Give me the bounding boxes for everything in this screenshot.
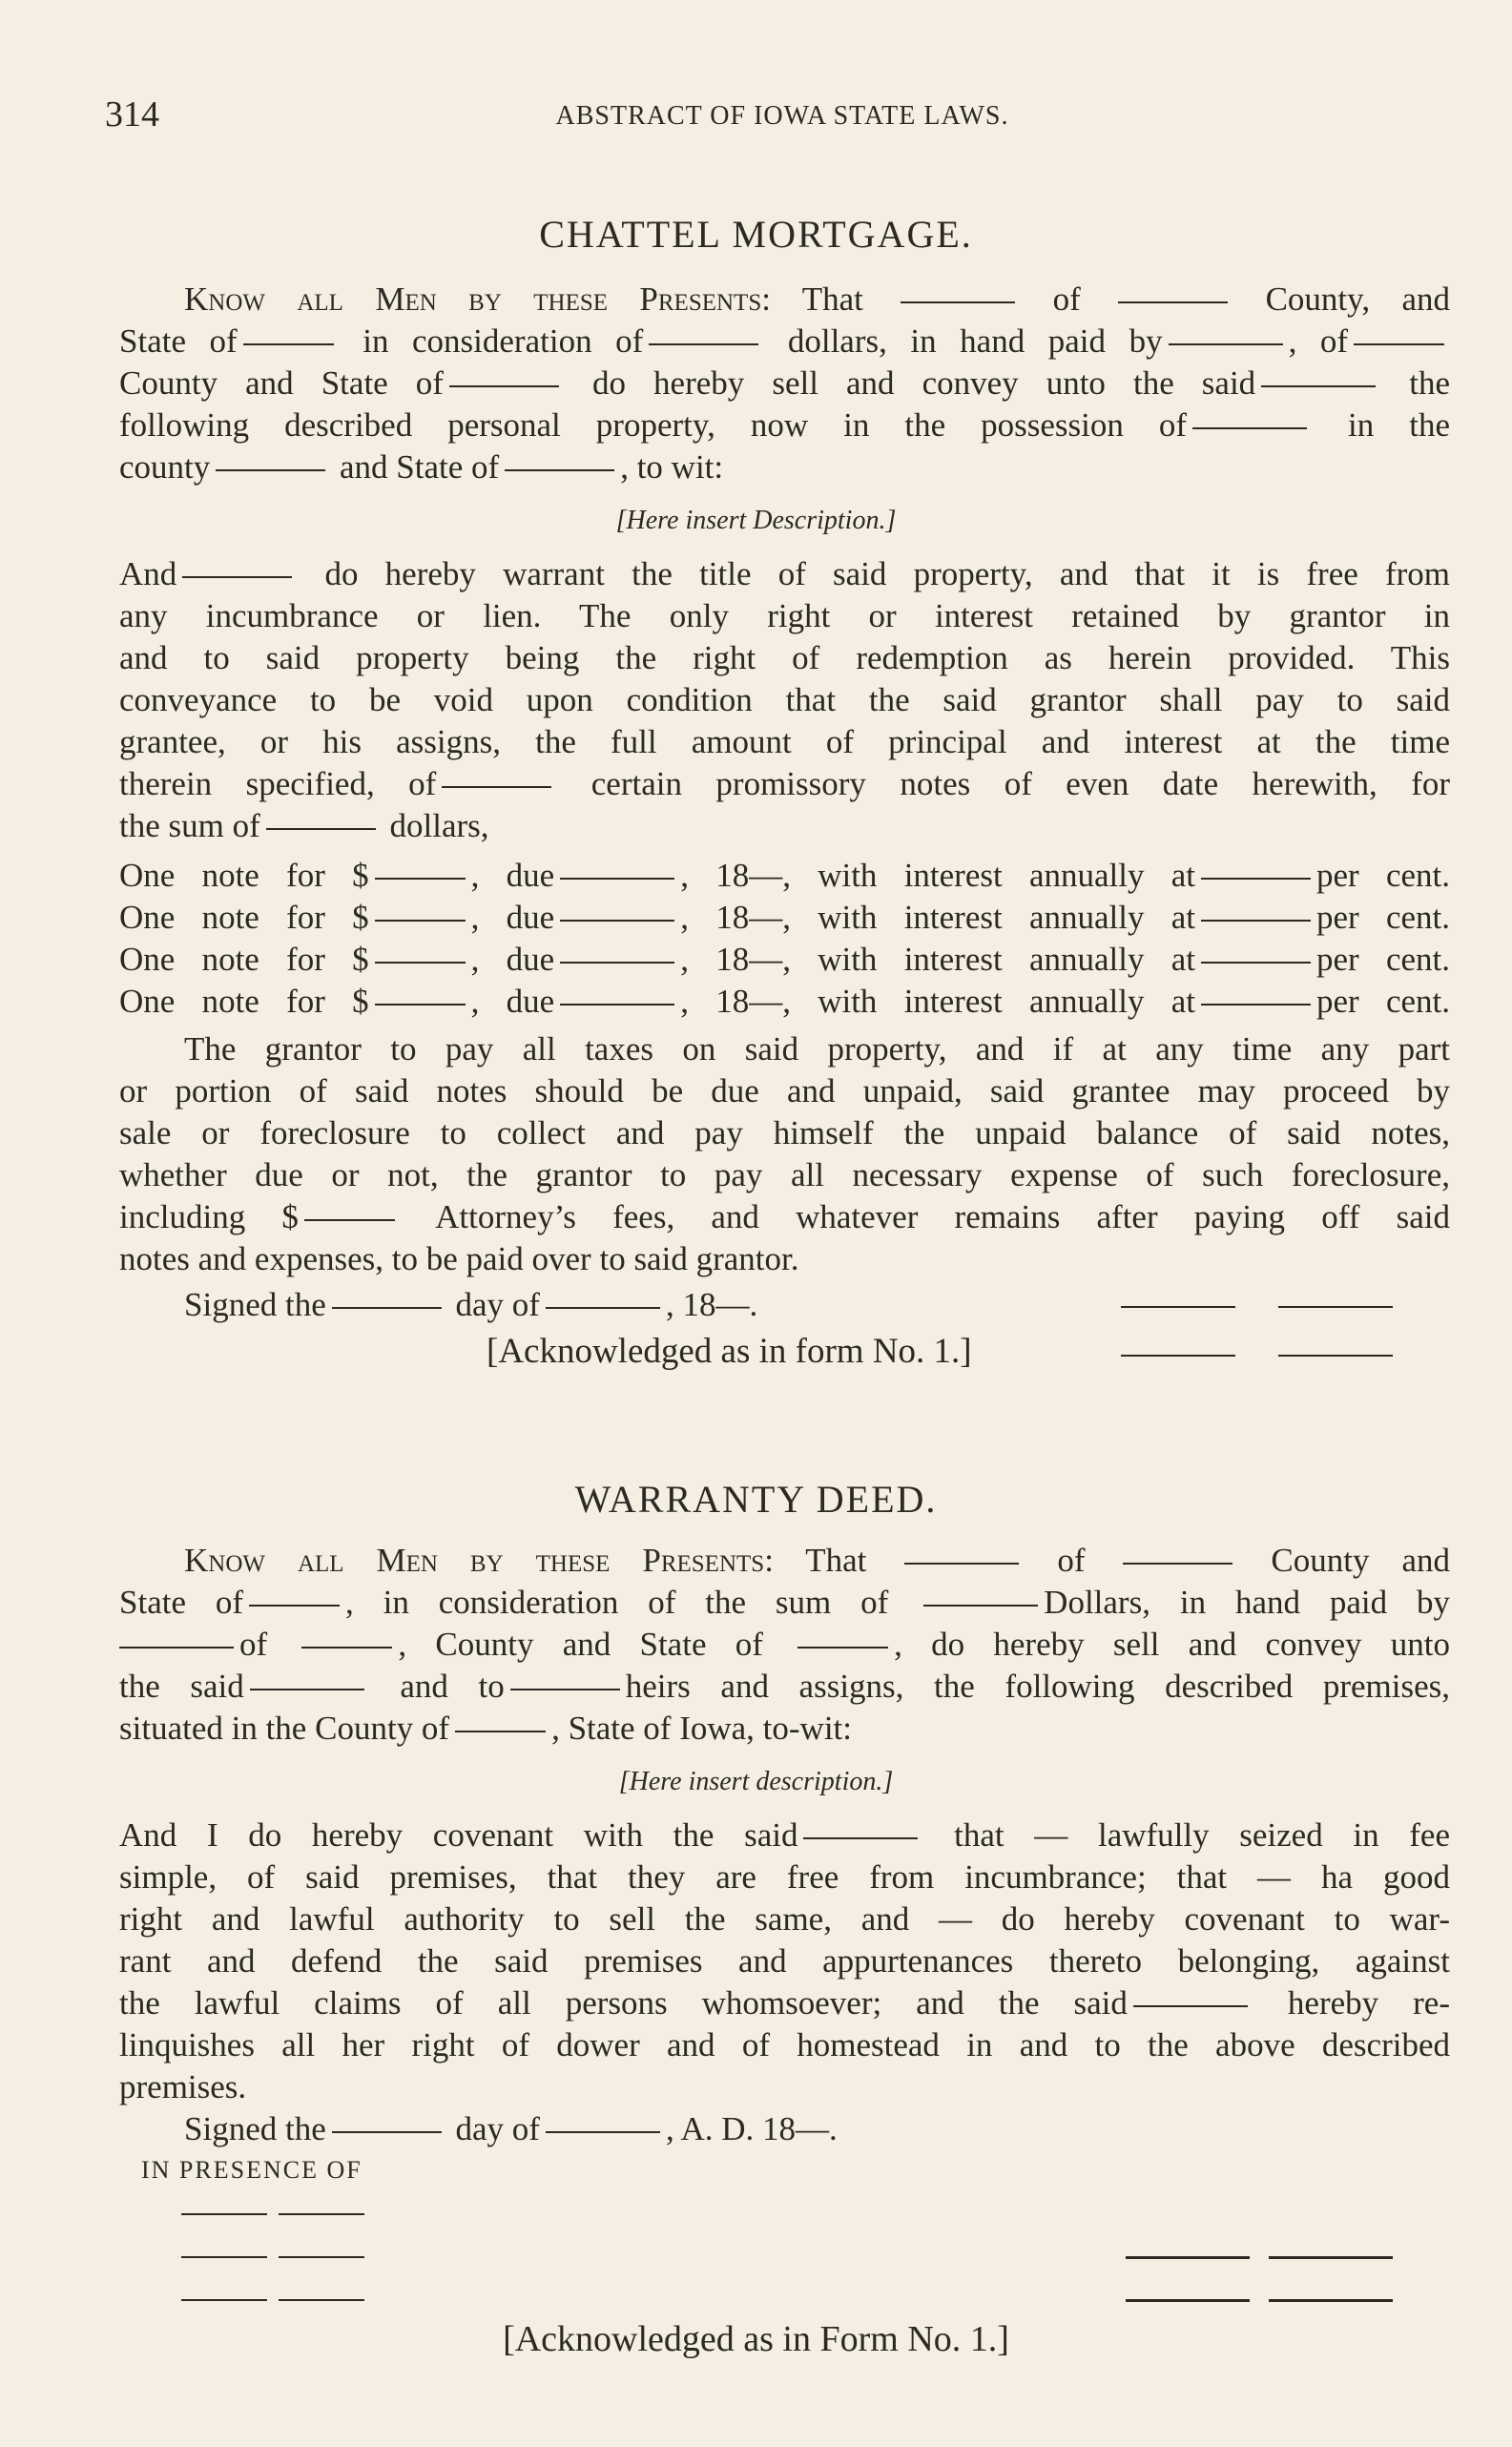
blank-line xyxy=(1133,2005,1248,2007)
blank-line xyxy=(332,2131,442,2133)
chattel-line-4 xyxy=(119,404,1450,446)
witness-line xyxy=(181,2213,267,2215)
chattel-para-7 xyxy=(119,805,1450,847)
text-fragment: heirs and assigns, the following described premises, xyxy=(625,1668,1451,1705)
signature-line xyxy=(1278,1355,1393,1357)
text-fragment: , of xyxy=(1288,322,1349,360)
text-fragment: Know all Men by these Presents xyxy=(184,280,762,318)
blank-line xyxy=(510,1689,620,1690)
text-fragment: dollars, xyxy=(389,807,489,844)
text-fragment: , due xyxy=(470,983,555,1020)
blank-line xyxy=(375,878,466,880)
text-fragment: County and State of xyxy=(119,364,444,402)
text-fragment: do hereby sell and convey unto the said xyxy=(591,364,1256,402)
blank-line xyxy=(216,469,325,471)
blank-line xyxy=(250,1689,364,1690)
chattel-taxes-2: or portion of said notes should be due and unpaid, said grantee may proceed by xyxy=(119,1072,1450,1109)
blank-line xyxy=(1201,1004,1311,1006)
text-fragment: , A. D. 18—. xyxy=(665,2110,838,2147)
text-fragment: Attorney’s fees, and whatever remains after paying off said xyxy=(435,1198,1450,1235)
text-fragment: the sum of xyxy=(119,807,260,844)
text-fragment: certain promissory notes of even date herewith, for xyxy=(590,765,1451,802)
chattel-para-5: grantee, or his assigns, the full amount of principal and interest at the time xyxy=(119,723,1450,760)
text-fragment: , in consideration of the sum of xyxy=(345,1584,889,1621)
text-fragment: State of xyxy=(119,322,238,360)
blank-line xyxy=(332,1307,442,1309)
blank-line xyxy=(1201,962,1311,964)
chattel-para-2: any incumbrance or lien. The only right or interest retained by grantor in xyxy=(119,597,1450,634)
text-fragment: Signed the xyxy=(184,1286,326,1323)
text-fragment: : That xyxy=(764,1542,867,1579)
warranty-signed-line xyxy=(184,2108,1450,2150)
blank-line xyxy=(119,1647,234,1649)
chattel-mortgage-title: CHATTEL MORTGAGE. xyxy=(539,213,973,256)
blank-line xyxy=(1192,427,1307,429)
in-presence-of-label: IN PRESENCE OF xyxy=(141,2156,362,2184)
warranty-line-5 xyxy=(119,1708,1450,1750)
text-fragment: that — lawfully seized in fee xyxy=(954,1816,1450,1854)
chattel-line-5 xyxy=(119,446,1450,488)
warranty-line-4 xyxy=(119,1666,1450,1708)
blank-line xyxy=(301,1647,392,1649)
blank-line xyxy=(266,828,376,830)
blank-line xyxy=(1354,343,1444,345)
warranty-insert-note: [Here insert description.] xyxy=(618,1767,894,1796)
signature-line xyxy=(1269,2256,1393,2259)
blank-line xyxy=(1201,920,1311,922)
warranty-acknowledged: [Acknowledged as in Form No. 1.] xyxy=(503,2319,1009,2359)
chattel-para-1 xyxy=(119,553,1450,595)
text-fragment: in consideration of xyxy=(362,322,644,360)
text-fragment: of xyxy=(239,1626,268,1663)
text-fragment: per cent. xyxy=(1316,983,1450,1020)
blank-line xyxy=(901,301,1015,303)
witness-line xyxy=(279,2256,364,2258)
warranty-covenant-1 xyxy=(119,1815,1450,1856)
warranty-covenant-6: linquishes all her right of dower and of homestead in and to the above described xyxy=(119,2026,1450,2063)
text-fragment: One note for $ xyxy=(119,941,369,978)
text-fragment: dollars, in hand paid by xyxy=(787,322,1163,360)
text-fragment: , State of Iowa, to-wit: xyxy=(551,1710,853,1747)
text-fragment: county xyxy=(119,448,211,486)
blank-line xyxy=(904,1563,1019,1565)
chattel-signed-line xyxy=(184,1284,1450,1326)
warranty-covenant-7: premises. xyxy=(119,2068,247,2105)
blank-line xyxy=(249,1605,340,1607)
blank-line xyxy=(449,385,559,387)
text-fragment: the said xyxy=(119,1668,244,1705)
blank-line xyxy=(560,1004,674,1006)
blank-line xyxy=(1261,385,1376,387)
blank-line xyxy=(560,962,674,964)
warranty-line-1 xyxy=(184,1540,1450,1582)
chattel-acknowledged: [Acknowledged as in form No. 1.] xyxy=(487,1332,972,1371)
text-fragment: of xyxy=(1057,1542,1086,1579)
text-fragment: , 18—. xyxy=(665,1286,758,1323)
text-fragment: per cent. xyxy=(1316,857,1450,894)
text-fragment: State of xyxy=(119,1584,244,1621)
text-fragment: per cent. xyxy=(1316,899,1450,936)
text-fragment: day of xyxy=(455,2110,540,2147)
blank-line xyxy=(243,343,334,345)
blank-line xyxy=(442,786,551,788)
text-fragment: County, and xyxy=(1265,280,1451,318)
chattel-para-4: conveyance to be void upon condition that the said grantor shall pay to said xyxy=(119,681,1450,718)
chattel-line-1 xyxy=(184,279,1450,321)
text-fragment: Signed the xyxy=(184,2110,326,2147)
chattel-taxes-1: The grantor to pay all taxes on said property, and if at any time any part xyxy=(184,1030,1450,1068)
warranty-covenant-2: simple, of said premises, that they are free from incumbrance; that — ha good xyxy=(119,1858,1450,1896)
warranty-covenant-4: rant and defend the said premises and appurtenances thereto belonging, against xyxy=(119,1942,1450,1980)
warranty-line-2 xyxy=(119,1582,1450,1624)
page-number: 314 xyxy=(105,94,159,135)
chattel-line-2 xyxy=(119,321,1450,363)
blank-line xyxy=(546,1307,660,1309)
text-fragment: , 18—, with interest annually at xyxy=(680,857,1195,894)
witness-line xyxy=(279,2213,364,2215)
blank-line xyxy=(923,1605,1038,1607)
chattel-taxes-5 xyxy=(119,1196,1450,1238)
text-fragment: following described personal property, now in the possession of xyxy=(119,406,1188,444)
chattel-para-3: and to said property being the right of redemption as herein provided. This xyxy=(119,639,1450,676)
text-fragment: situated in the County of xyxy=(119,1710,450,1747)
blank-line xyxy=(375,1004,466,1006)
text-fragment: and to xyxy=(400,1668,505,1705)
text-fragment: One note for $ xyxy=(119,899,369,936)
witness-line xyxy=(181,2299,267,2301)
chattel-line-3 xyxy=(119,363,1450,404)
text-fragment: , do hereby sell and convey unto xyxy=(894,1626,1451,1663)
text-fragment: , due xyxy=(470,941,555,978)
text-fragment: And xyxy=(119,555,177,592)
blank-line xyxy=(1123,1563,1232,1565)
text-fragment: the xyxy=(1409,364,1451,402)
text-fragment: Know all Men by these Presents xyxy=(184,1542,765,1579)
text-fragment: One note for $ xyxy=(119,857,369,894)
witness-line xyxy=(279,2299,364,2301)
signature-line xyxy=(1121,1306,1235,1308)
blank-line xyxy=(1201,878,1311,880)
text-fragment: therein specified, of xyxy=(119,765,437,802)
blank-line xyxy=(375,920,466,922)
text-fragment: , due xyxy=(470,899,555,936)
chattel-taxes-3: sale or foreclosure to collect and pay himself the unpaid balance of said notes, xyxy=(119,1114,1450,1151)
text-fragment: the lawful claims of all persons whomsoever; and the said xyxy=(119,1984,1128,2022)
blank-line xyxy=(797,1647,888,1649)
text-fragment: One note for $ xyxy=(119,983,369,1020)
signature-line xyxy=(1121,1355,1235,1357)
text-fragment: and State of xyxy=(340,448,500,486)
text-fragment: Dollars, in hand paid by xyxy=(1044,1584,1451,1621)
text-fragment: do hereby warrant the title of said property, and that it is free from xyxy=(324,555,1450,592)
text-fragment: , to wit: xyxy=(620,448,724,486)
text-fragment: And I do hereby covenant with the said xyxy=(119,1816,798,1854)
signature-line xyxy=(1126,2256,1250,2259)
signature-line xyxy=(1278,1306,1393,1308)
warranty-line-3 xyxy=(119,1624,1450,1666)
signature-line xyxy=(1269,2299,1393,2302)
text-fragment: , 18—, with interest annually at xyxy=(680,941,1195,978)
text-fragment: , County and State of xyxy=(398,1626,763,1663)
blank-line xyxy=(505,469,614,471)
text-fragment: , due xyxy=(470,857,555,894)
blank-line xyxy=(649,343,758,345)
text-fragment: hereby re- xyxy=(1287,1984,1450,2022)
blank-line xyxy=(304,1219,395,1221)
text-fragment: including $ xyxy=(119,1198,299,1235)
blank-line xyxy=(375,962,466,964)
witness-line xyxy=(181,2256,267,2258)
text-fragment: day of xyxy=(455,1286,540,1323)
running-title: ABSTRACT OF IOWA STATE LAWS. xyxy=(555,101,1009,131)
blank-line xyxy=(1118,301,1228,303)
warranty-covenant-3: right and lawful authority to sell the same, and — do hereby covenant to war- xyxy=(119,1900,1450,1938)
blank-line xyxy=(560,920,674,922)
text-fragment: County and xyxy=(1271,1542,1450,1579)
blank-line xyxy=(546,2131,660,2133)
chattel-taxes-4: whether due or not, the grantor to pay all necessary expense of such foreclosure, xyxy=(119,1156,1450,1193)
text-fragment: : That xyxy=(761,280,863,318)
warranty-covenant-5 xyxy=(119,1982,1450,2024)
note-line xyxy=(119,897,1450,939)
note-line xyxy=(119,855,1450,897)
blank-line xyxy=(455,1731,546,1732)
note-line xyxy=(119,981,1450,1023)
blank-line xyxy=(1169,343,1283,345)
text-fragment: in the xyxy=(1348,406,1451,444)
text-fragment: , 18—, with interest annually at xyxy=(680,983,1195,1020)
running-head xyxy=(105,93,1460,141)
warranty-deed-title: WARRANTY DEED. xyxy=(574,1478,938,1521)
blank-line xyxy=(560,878,674,880)
blank-line xyxy=(182,576,292,578)
text-fragment: per cent. xyxy=(1316,941,1450,978)
blank-line xyxy=(803,1837,918,1839)
chattel-insert-note: [Here insert Description.] xyxy=(615,506,897,535)
note-line xyxy=(119,939,1450,981)
chattel-para-6 xyxy=(119,763,1450,805)
text-fragment: of xyxy=(1052,280,1081,318)
chattel-taxes-6: notes and expenses, to be paid over to said grantor. xyxy=(119,1240,799,1277)
text-fragment: , 18—, with interest annually at xyxy=(680,899,1195,936)
signature-line xyxy=(1126,2299,1250,2302)
